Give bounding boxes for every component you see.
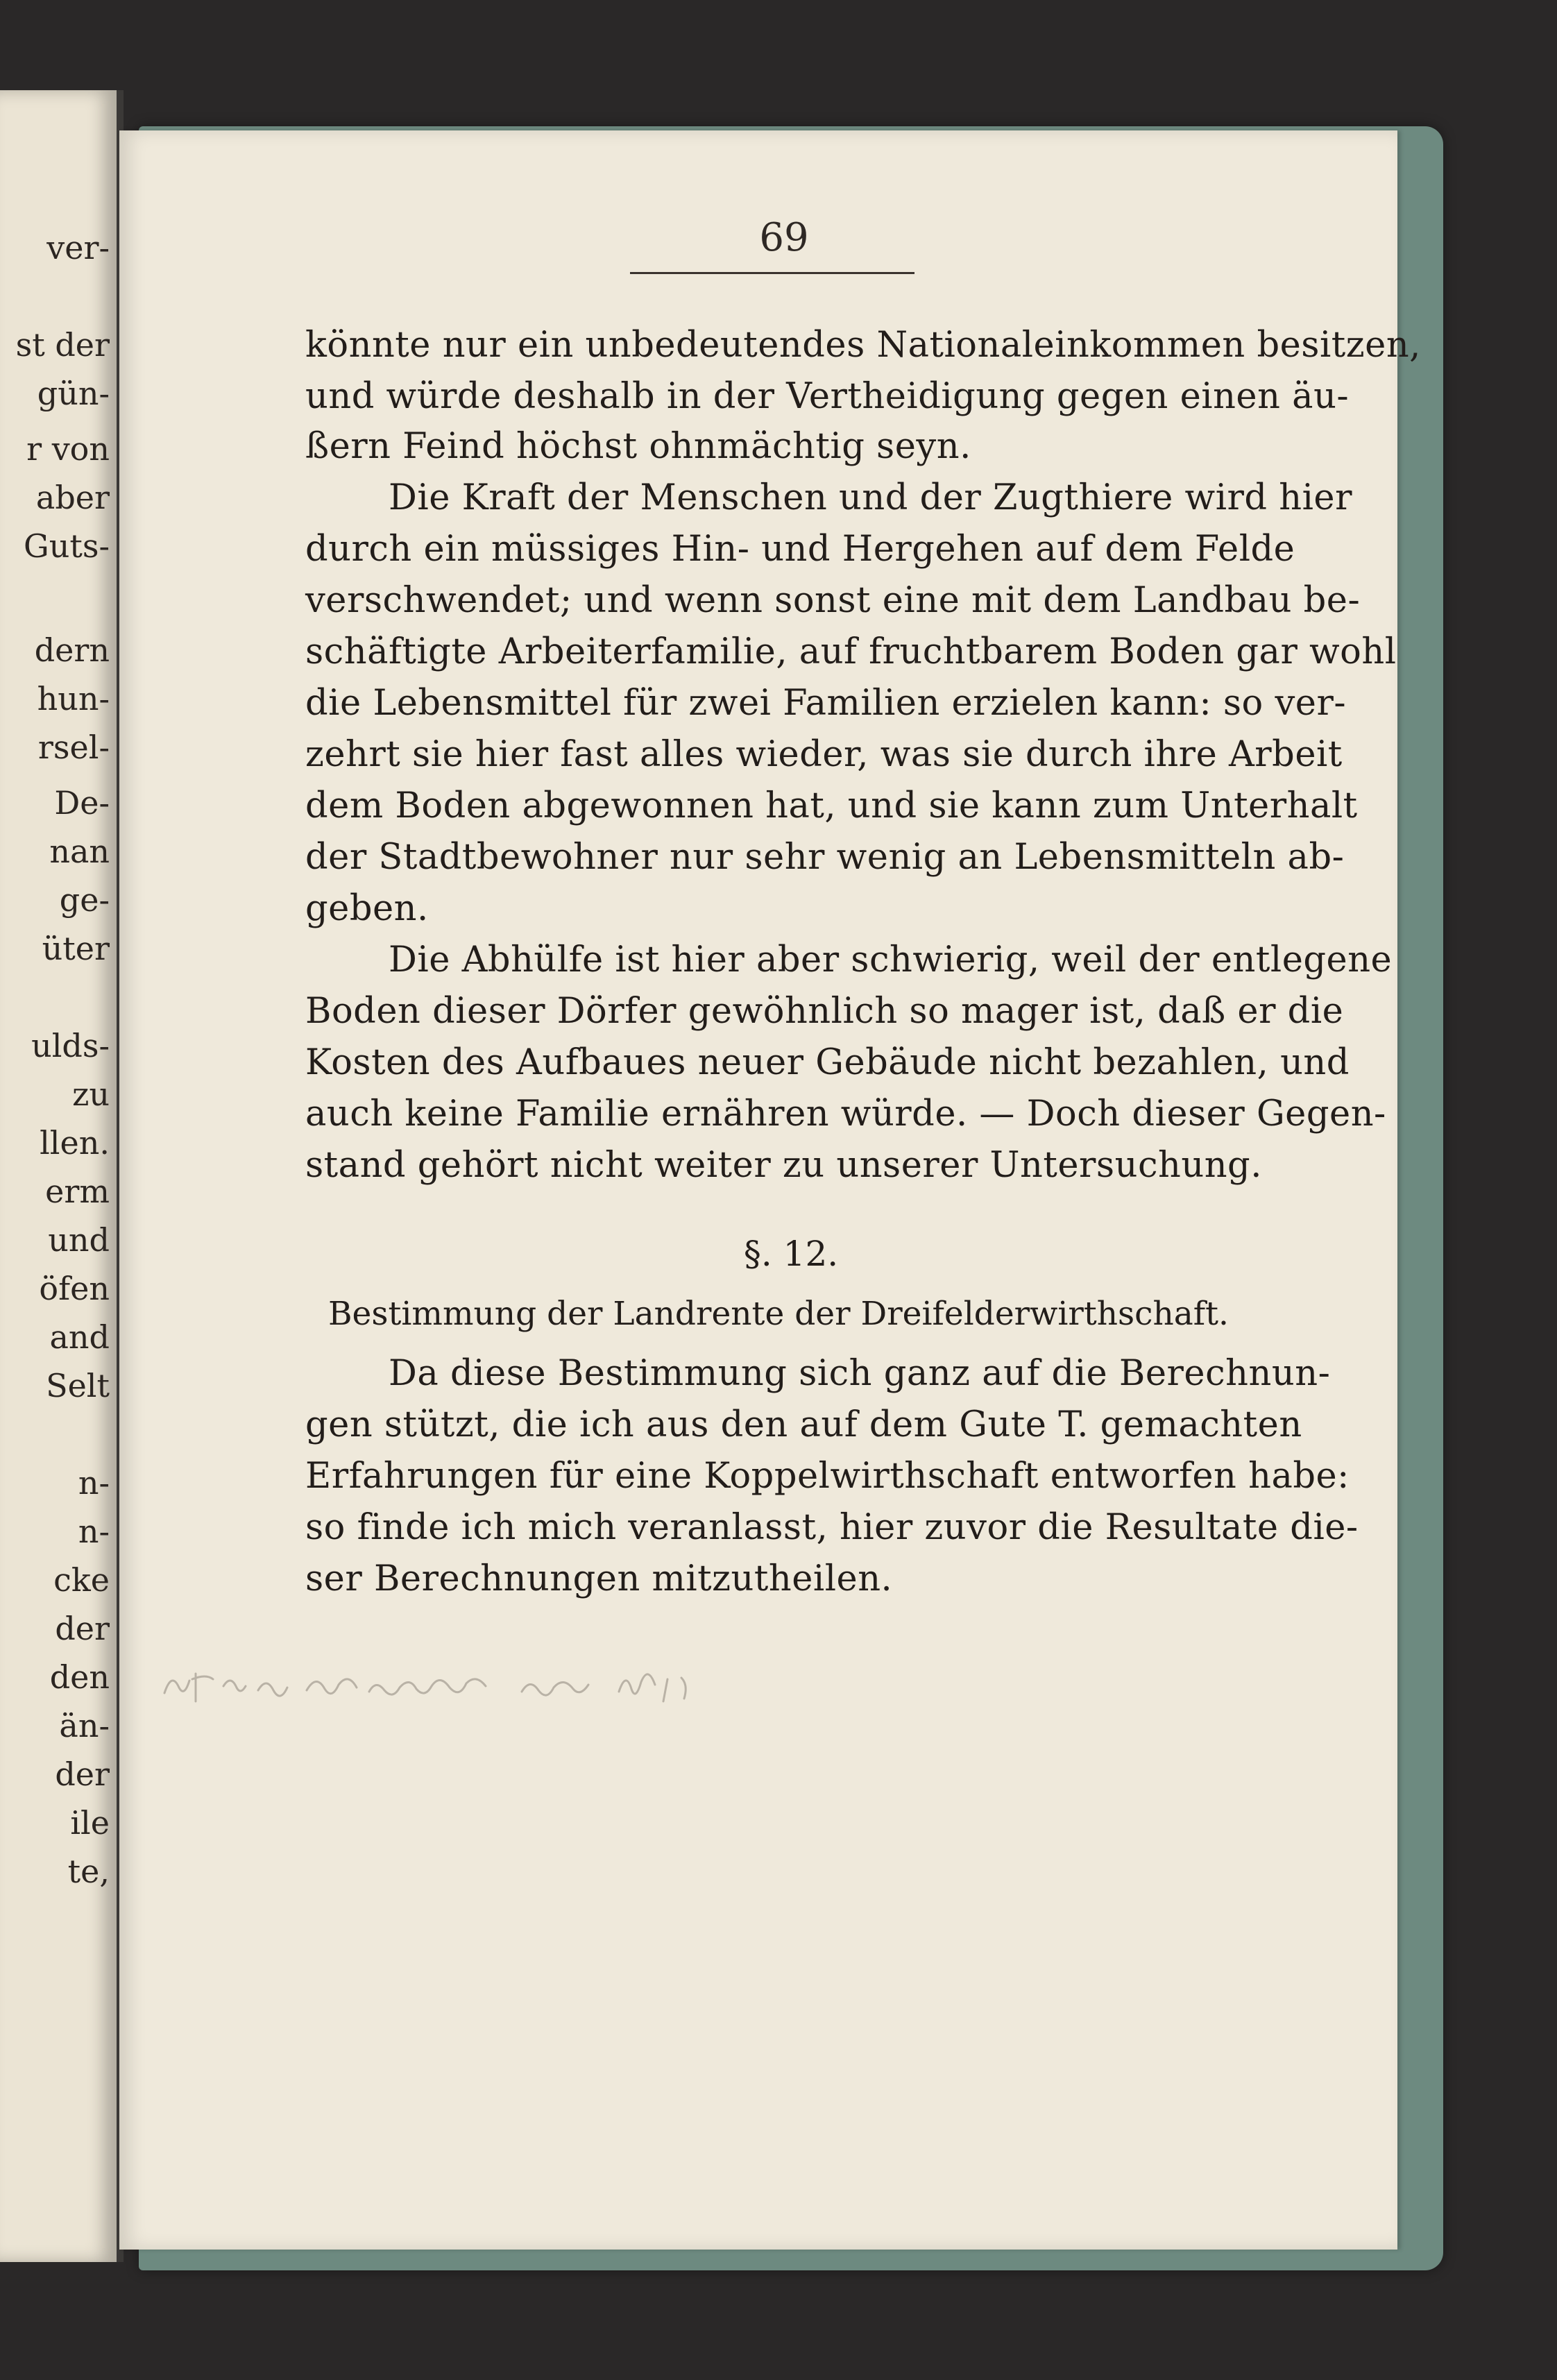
header-rule xyxy=(630,272,914,274)
left-page-fragment: gün- xyxy=(37,375,110,412)
left-page-fragment: hun- xyxy=(37,680,110,717)
text-line: so finde ich mich veranlasst, hier zuvor die Resultate die- xyxy=(305,1507,1359,1548)
text-line: gen stützt, die ich aus den auf dem Gute T. gemachten xyxy=(305,1404,1302,1445)
text-line: ßern Feind höchst ohnmächtig seyn. xyxy=(305,426,971,467)
left-page-fragment: llen. xyxy=(40,1124,110,1162)
text-line: Boden dieser Dörfer gewöhnlich so mager ist, daß er die xyxy=(305,991,1344,1032)
text-line: und würde deshalb in der Vertheidigung gegen einen äu- xyxy=(305,376,1350,417)
text-line: dem Boden abgewonnen hat, und sie kann zum Unterhalt xyxy=(305,785,1358,826)
left-page-fragment: und xyxy=(48,1221,110,1259)
text-line: Kosten des Aufbaues neuer Gebäude nicht bezahlen, und xyxy=(305,1042,1350,1083)
left-page-fragment: erm xyxy=(45,1173,110,1210)
left-page-fragment: ile xyxy=(70,1804,110,1842)
section-title: Bestimmung der Landrente der Dreifelderwirthschaft. xyxy=(328,1295,1229,1333)
text-line: zehrt sie hier fast alles wieder, was sie durch ihre Arbeit xyxy=(305,734,1343,775)
text-line: Erfahrungen für eine Koppelwirthschaft entworfen habe: xyxy=(305,1456,1350,1497)
text-line: könnte nur ein unbedeutendes Nationaleinkommen besitzen, xyxy=(305,325,1421,366)
text-line: schäftigte Arbeiterfamilie, auf fruchtbarem Boden gar wohl xyxy=(305,631,1397,672)
text-line: der Stadtbewohner nur sehr wenig an Lebensmitteln ab- xyxy=(305,837,1345,878)
left-page-fragment: n- xyxy=(78,1464,110,1502)
left-page-fragment: ge- xyxy=(59,881,110,919)
left-page-fragment: te, xyxy=(67,1853,110,1890)
left-page-fragment: st der xyxy=(15,326,110,364)
left-page-edge xyxy=(0,90,124,2262)
left-page-fragment: än- xyxy=(59,1707,110,1744)
text-line: auch keine Familie ernähren würde. — Doch dieser Gegen- xyxy=(305,1094,1386,1134)
left-page-fragment: den xyxy=(49,1658,110,1696)
left-page-fragment: rsel- xyxy=(37,729,110,766)
left-page-fragment: der xyxy=(55,1756,110,1793)
left-page-fragment: ver- xyxy=(46,229,110,266)
handwritten-pencil-note xyxy=(161,1665,772,1714)
left-page-fragment: Guts- xyxy=(23,527,110,565)
left-page-fragment: r von xyxy=(26,430,110,468)
left-page-fragment: nan xyxy=(49,833,110,870)
left-page-fragment: dern xyxy=(34,631,110,669)
text-line: die Lebensmittel für zwei Familien erzielen kann: so ver- xyxy=(305,683,1347,724)
left-page-fragment: der xyxy=(55,1610,110,1647)
left-page-fragment: cke xyxy=(53,1561,110,1599)
section-number: §. 12. xyxy=(743,1234,839,1274)
left-page-text-fragments xyxy=(0,90,117,2262)
text-line: Die Abhülfe ist hier aber schwierig, weil der entlegene xyxy=(389,940,1393,980)
left-page-fragment: De- xyxy=(54,784,110,822)
text-line: ser Berechnungen mitzutheilen. xyxy=(305,1558,893,1599)
text-line: Die Kraft der Menschen und der Zugthiere wird hier xyxy=(389,477,1352,518)
text-line: verschwendet; und wenn sonst eine mit dem Landbau be- xyxy=(305,580,1361,621)
left-page-fragment: aber xyxy=(35,479,110,516)
left-page-fragment: n- xyxy=(78,1513,110,1550)
text-line: Da diese Bestimmung sich ganz auf die Berechnun- xyxy=(389,1353,1331,1394)
page-number: 69 xyxy=(759,215,809,260)
left-page-fragment: and xyxy=(49,1318,110,1356)
text-line: geben. xyxy=(305,888,429,929)
left-page-fragment: Selt xyxy=(46,1367,110,1404)
text-line: stand gehört nicht weiter zu unserer Untersuchung. xyxy=(305,1145,1262,1186)
left-page-fragment: üter xyxy=(42,930,110,967)
left-page-fragment: ulds- xyxy=(31,1027,110,1064)
text-line: durch ein müssiges Hin- und Hergehen auf dem Felde xyxy=(305,529,1295,570)
left-page-fragment: zu xyxy=(72,1076,110,1113)
left-page-fragment: öfen xyxy=(39,1270,110,1307)
